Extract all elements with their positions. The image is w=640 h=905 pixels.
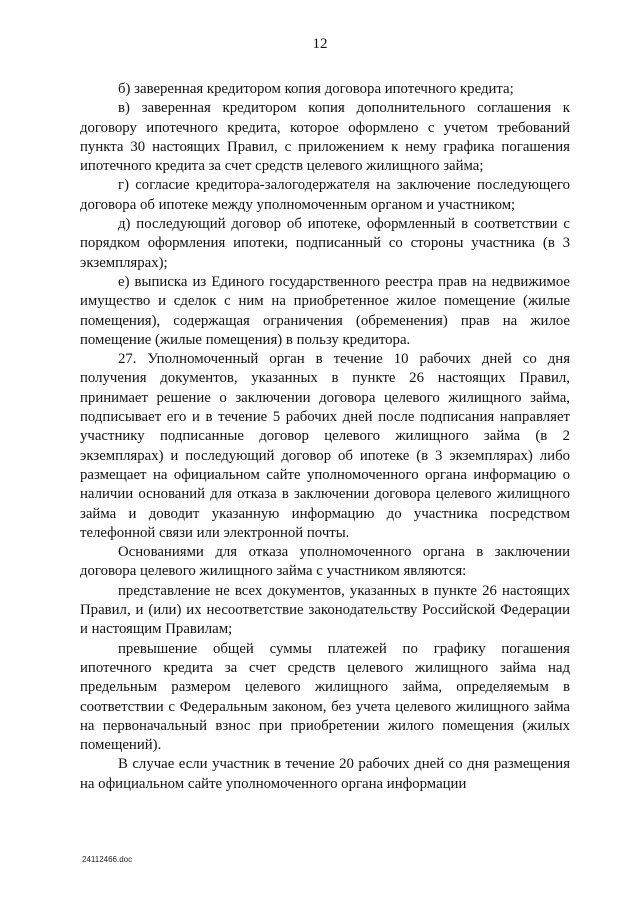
paragraph: Основаниями для отказа уполномоченного органа в заключении договора целевого жилищного займа с участником являются: <box>80 544 570 580</box>
paragraph: В случае если участник в течение 20 рабочих дней со дня размещения на официальном сайте уполномоченного органа информации <box>80 756 570 792</box>
footer-file-code: 24112466.doc <box>82 855 133 864</box>
page-number: 12 <box>312 36 328 52</box>
paragraph: г) согласие кредитора-залогодержателя на заключение последующего договора об ипотеке между уполномоченным органом и участником; <box>80 177 570 213</box>
paragraph: в) заверенная кредитором копия дополнительного соглашения к договору ипотечного кредита, которое оформлено с учетом требований пункта 30 настоящих Правил, с приложением к нему графика погашения ипотечного кредита за счет средств целевого жилищного займа; <box>80 100 570 175</box>
paragraph: превышение общей суммы платежей по графику погашения ипотечного кредита за счет средств целевого жилищного займа над предельным размером целевого жилищного займа, определяемым в соответствии с Федеральным законом, без учета целевого жилищного займа на первоначальный взнос при приобретении жилого помещения (жилых помещений). <box>80 640 570 754</box>
document-body <box>80 80 570 794</box>
paragraph: представление не всех документов, указанных в пункте 26 настоящих Правил, и (или) их несоответствие законодательству Российской Федерации и настоящим Правилам; <box>80 582 570 638</box>
paragraph: 27. Уполномоченный орган в течение 10 рабочих дней со дня получения документов, указанных в пункте 26 настоящих Правил, принимает решение о заключении договора целевого жилищного займа, подписывает его и в течение 5 рабочих дней после подписания направляет участнику подписанные договор целевого жилищного займа (в 2 экземплярах) и последующий договор об ипотеке (в 3 экземплярах) либо размещает на официальном сайте уполномоченного органа информацию о наличии оснований для отказа в заключении договора целевого жилищного займа и доводит указанную информацию до участника посредством телефонной связи или электронной почты. <box>80 351 570 541</box>
paragraph: е) выписка из Единого государственного реестра прав на недвижимое имущество и сделок с ним на приобретенное жилое помещение (жилые помещения), содержащая ограничения (обременения) прав на жилое помещение (жилые помещения) в пользу кредитора. <box>80 273 570 348</box>
paragraph: д) последующий договор об ипотеке, оформленный в соответствии с порядком оформления ипотеки, подписанный со стороны участника (в 3 экземплярах); <box>80 216 570 271</box>
paragraph: б) заверенная кредитором копия договора ипотечного кредита; <box>118 81 514 97</box>
